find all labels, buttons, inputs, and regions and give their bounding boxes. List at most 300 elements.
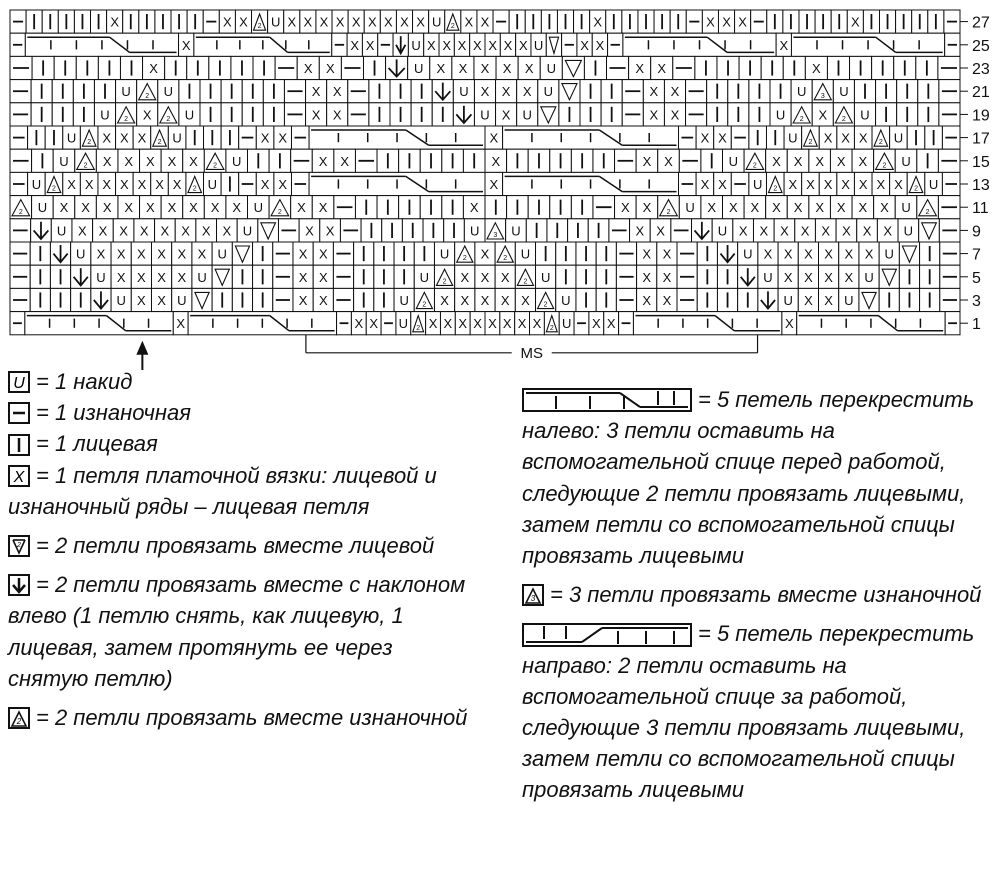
stitch-cell <box>651 56 673 79</box>
stitch-cell <box>442 149 464 172</box>
garter-mark: X <box>815 153 824 169</box>
garter-mark: X <box>137 130 147 146</box>
garter-mark: X <box>354 316 364 332</box>
garter-mark: X <box>298 293 308 308</box>
stitch-cell <box>766 126 784 149</box>
stitch-cell <box>107 10 123 33</box>
stitch-cell <box>723 149 745 172</box>
legend-text: = 1 накид <box>36 369 133 395</box>
legend-cross-left <box>522 384 992 571</box>
stitch-cell <box>615 149 637 172</box>
garter-mark: X <box>416 14 425 30</box>
garter-mark: X <box>232 200 242 216</box>
garter-mark: X <box>823 130 833 146</box>
stitch-cell <box>839 265 859 288</box>
stitch-cell <box>658 149 680 172</box>
yarn-over-mark: U <box>242 223 253 239</box>
stitch-cell <box>559 312 574 335</box>
stitch-cell <box>798 288 818 311</box>
stitch-cell <box>879 10 895 33</box>
stitch-cell <box>26 10 42 33</box>
stitch-cell <box>574 312 589 335</box>
stitch-cell <box>827 56 849 79</box>
stitch-cell <box>293 288 313 311</box>
stitch-cell <box>291 126 309 149</box>
garter-mark: X <box>621 200 630 216</box>
chart-row <box>10 56 960 79</box>
garter-mark: X <box>427 37 436 53</box>
stitch-cell <box>30 265 50 288</box>
garter-mark: X <box>278 177 288 192</box>
stitch-cell <box>192 288 212 311</box>
yarn-over-mark: U <box>398 316 409 332</box>
stitch-cell <box>679 196 701 219</box>
stitch-cell <box>749 103 770 126</box>
chart-row <box>10 80 960 103</box>
garter-mark: X <box>858 177 868 192</box>
stitch-cell <box>714 126 732 149</box>
stitch-cell <box>799 10 815 33</box>
yarn-over-mark: U <box>66 130 77 146</box>
garter-mark: X <box>201 223 211 239</box>
yarn-over-mark: U <box>763 269 773 285</box>
stitch-cell <box>235 10 251 33</box>
garter-mark: X <box>670 84 680 100</box>
stitch-cell <box>354 265 374 288</box>
garter-mark: X <box>521 293 530 308</box>
cable-right-icon <box>522 623 692 647</box>
stitch-cell <box>172 242 192 265</box>
garter-mark: X <box>706 14 715 30</box>
stitch-cell <box>876 80 897 103</box>
stitch-cell <box>559 103 580 126</box>
stitch-cell <box>852 196 874 219</box>
knit-icon <box>8 434 30 456</box>
stitch-cell <box>637 242 657 265</box>
garter-mark: X <box>858 200 868 216</box>
garter-mark: X <box>350 37 360 53</box>
stitch-cell <box>616 242 636 265</box>
stitch-cell <box>938 149 960 172</box>
garter-mark: X <box>189 153 198 169</box>
yarn-over-mark: U <box>561 293 571 308</box>
stitch-cell <box>143 56 165 79</box>
stitch-cell <box>168 126 186 149</box>
stitch-cell <box>354 288 374 311</box>
garter-mark: X <box>595 37 605 53</box>
yarn-over-mark: U <box>893 130 904 146</box>
stitch-cell <box>179 80 200 103</box>
stitch-cell <box>854 80 875 103</box>
stitch-cell <box>474 56 496 79</box>
yarn-over-mark: U <box>522 107 532 123</box>
stitch-cell <box>120 56 142 79</box>
stitch-cell <box>98 126 116 149</box>
stitch-cell <box>58 10 74 33</box>
row-number: 9 <box>972 223 981 241</box>
stitch-cell <box>677 288 697 311</box>
stitch-cell <box>894 56 916 79</box>
stitch-cell <box>72 219 93 242</box>
dec-number: 2 <box>18 208 23 216</box>
dec-number: 3 <box>493 232 498 239</box>
stitch-cell <box>696 172 714 195</box>
stitch-cell <box>470 312 485 335</box>
stitch-cell <box>187 10 203 33</box>
stitch-cell <box>432 103 453 126</box>
stitch-cell <box>151 242 171 265</box>
yarn-over-mark: U <box>270 14 281 30</box>
yarn-over-mark: U <box>163 84 174 100</box>
stitch-cell <box>697 288 717 311</box>
chart-row <box>10 10 960 33</box>
stitch-cell <box>219 10 235 33</box>
garter-mark: X <box>522 84 532 100</box>
garter-mark: X <box>707 200 717 216</box>
stitch-cell <box>158 103 179 126</box>
legend-cross-right <box>522 618 992 805</box>
stitch-cell <box>739 56 761 79</box>
stitch-cell <box>728 103 749 126</box>
garter-mark: X <box>102 200 112 216</box>
garter-mark: X <box>318 153 328 169</box>
stitch-cell <box>686 103 707 126</box>
legend-ssk <box>8 569 478 694</box>
garter-mark: X <box>102 130 112 146</box>
stitch-cell <box>776 33 791 56</box>
dec-number: 2 <box>87 139 92 147</box>
garter-mark: X <box>812 61 821 76</box>
stitch-cell <box>593 149 615 172</box>
stitch-cell <box>237 219 258 242</box>
stitch-cell <box>231 56 253 79</box>
stitch-cell <box>430 56 452 79</box>
dec-number: 2 <box>882 162 887 170</box>
stitch-cell <box>944 10 960 33</box>
stitch-cell <box>485 312 500 335</box>
garter-mark: X <box>84 177 94 192</box>
garter-mark: X <box>457 37 467 53</box>
stitch-cell <box>183 196 205 219</box>
row-number: 25 <box>972 37 990 55</box>
garter-mark: X <box>177 246 187 262</box>
garter-mark: X <box>59 200 69 216</box>
stitch-cell <box>374 242 394 265</box>
garter-mark: X <box>649 84 659 100</box>
stitch-cell <box>733 219 754 242</box>
stitch-cell <box>550 196 572 219</box>
dec-number: 2 <box>799 116 804 123</box>
garter-mark: X <box>841 130 850 146</box>
purl-icon <box>8 402 30 424</box>
stitch-cell <box>455 312 470 335</box>
garter-mark: X <box>160 223 170 239</box>
stitch-cell <box>134 219 155 242</box>
yarn-over-mark: U <box>184 107 195 123</box>
stitch-cell <box>348 80 369 103</box>
stitch-cell <box>485 33 500 56</box>
stitch-cell <box>396 10 412 33</box>
stitch-cell <box>507 149 529 172</box>
garter-mark: X <box>260 177 270 192</box>
stitch-cell <box>434 242 454 265</box>
stitch-cell <box>833 80 854 103</box>
stitch-cell <box>316 10 332 33</box>
garter-mark: X <box>400 14 409 30</box>
svg-text:2: 2 <box>16 717 22 727</box>
stitch-cell <box>696 126 714 149</box>
stitch-cell <box>717 56 739 79</box>
stitch-cell <box>232 265 252 288</box>
stitch-cell <box>783 56 805 79</box>
stitch-cell <box>186 126 204 149</box>
stitch-cell <box>702 10 718 33</box>
stitch-cell <box>629 56 651 79</box>
garter-mark: X <box>532 316 542 332</box>
stitch-cell <box>657 242 677 265</box>
stitch-cell <box>274 126 292 149</box>
yarn-over-mark: U <box>884 246 894 262</box>
garter-mark: X <box>580 37 589 53</box>
stitch-cell <box>10 103 31 126</box>
garter-mark: X <box>864 246 874 262</box>
garter-mark: X <box>635 61 644 76</box>
stitch-cell <box>291 172 309 195</box>
yarn-over-mark: U <box>56 223 67 239</box>
stitch-cell <box>528 196 550 219</box>
stitch-cell <box>351 312 366 335</box>
garter-mark: X <box>500 269 510 285</box>
stitch-cell <box>252 10 268 33</box>
garter-mark: X <box>167 200 177 216</box>
stitch-cell <box>643 80 664 103</box>
stitch-cell <box>495 242 515 265</box>
stitch-cell <box>798 242 818 265</box>
stitch-cell <box>239 172 257 195</box>
stitch-cell <box>369 103 390 126</box>
stitch-cell <box>263 103 284 126</box>
stitch-cell <box>348 10 364 33</box>
stitch-cell <box>506 219 527 242</box>
stitch-cell <box>819 242 839 265</box>
dec-number: 2 <box>257 23 262 31</box>
stitch-cell <box>399 149 421 172</box>
stitch-cell <box>509 10 525 33</box>
garter-mark: X <box>319 14 329 30</box>
stitch-cell <box>833 103 854 126</box>
stitch-cell <box>133 172 151 195</box>
stitch-cell <box>515 312 530 335</box>
stitch-cell <box>540 56 562 79</box>
stitch-cell <box>131 288 151 311</box>
yarn-over-mark: U <box>76 246 86 262</box>
garter-mark: X <box>844 246 854 262</box>
garter-mark: X <box>793 153 803 169</box>
stitch-cell <box>616 288 636 311</box>
stitch-cell <box>872 126 890 149</box>
stitch-cell <box>10 10 26 33</box>
legend-p3tog <box>522 579 992 610</box>
garter-mark: X <box>157 269 166 285</box>
stitch-cell <box>414 265 434 288</box>
row-number: 19 <box>972 107 990 125</box>
yarn-over-mark: U <box>743 246 753 262</box>
stitch-cell <box>874 196 896 219</box>
stitch-cell <box>546 33 561 56</box>
stitch-cell <box>812 103 833 126</box>
stitch-cell <box>192 242 212 265</box>
stitch-cell <box>787 149 809 172</box>
stitch-cell <box>601 80 622 103</box>
stitch-cell <box>778 288 798 311</box>
garter-mark: X <box>326 61 335 76</box>
stitch-cell <box>248 196 270 219</box>
garter-mark: X <box>480 246 490 262</box>
stitch-cell <box>749 80 770 103</box>
stitch-cell <box>242 80 263 103</box>
stitch-cell <box>226 196 248 219</box>
stitch-cell <box>784 126 802 149</box>
garter-mark: X <box>722 14 731 30</box>
garter-mark: X <box>503 37 513 53</box>
stitch-cell <box>918 103 939 126</box>
garter-mark: X <box>501 107 511 123</box>
stitch-cell <box>580 80 601 103</box>
garter-mark: X <box>804 269 813 285</box>
stitch-cell <box>877 219 898 242</box>
garter-mark: X <box>239 14 248 30</box>
stitch-cell <box>50 265 70 288</box>
stitch-cell <box>782 312 797 335</box>
garter-mark: X <box>880 200 889 216</box>
chart-row <box>10 149 960 172</box>
stitch-cell <box>340 219 361 242</box>
garter-mark: X <box>311 107 321 123</box>
stitch-cell <box>204 196 226 219</box>
stitch-cell <box>536 242 556 265</box>
stitch-cell <box>839 242 859 265</box>
stitch-cell <box>671 219 692 242</box>
dec-number: 2 <box>752 162 757 170</box>
stitch-cell <box>470 33 485 56</box>
stitch-cell <box>677 242 697 265</box>
yarn-over-mark: U <box>717 223 728 239</box>
stitch-cell <box>53 149 75 172</box>
stitch-cell <box>341 56 363 79</box>
garter-mark: X <box>365 37 375 53</box>
stitch-cell <box>434 288 454 311</box>
stitch-cell <box>399 196 421 219</box>
row-number: 21 <box>972 84 990 102</box>
stitch-cell <box>577 33 592 56</box>
stitch-cell <box>253 288 273 311</box>
garter-mark: X <box>303 14 313 30</box>
garter-mark: X <box>157 293 166 308</box>
stitch-cell <box>411 80 432 103</box>
stitch-cell <box>636 149 658 172</box>
stitch-cell <box>179 33 194 56</box>
stitch-cell <box>91 10 107 33</box>
chart-row <box>10 288 960 311</box>
chart-row <box>10 219 960 242</box>
stitch-cell <box>131 265 151 288</box>
legend-left <box>8 366 478 733</box>
stitch-cell <box>455 265 475 288</box>
stitch-cell <box>664 80 685 103</box>
stitch-cell <box>899 265 919 288</box>
stitch-cell <box>758 242 778 265</box>
stitch-cell <box>293 242 313 265</box>
stitch-cell <box>363 56 385 79</box>
stitch-cell <box>673 56 695 79</box>
legend-text: = 2 петли провязать вместе с наклоном влево (1 петлю снять, как лицевую, 1 лицевая, затем протянуть ее через снятую петлю) <box>8 572 466 691</box>
stitch-cell <box>571 149 593 172</box>
stitch-cell <box>253 242 273 265</box>
stitch-cell <box>414 288 434 311</box>
stitch-cell <box>576 242 596 265</box>
stitch-cell <box>907 126 925 149</box>
stitch-cell <box>778 242 798 265</box>
stitch-cell <box>32 149 54 172</box>
garter-mark: X <box>806 177 815 192</box>
stitch-cell <box>791 103 812 126</box>
stitch-cell <box>557 10 573 33</box>
legend-text: = 5 петель перекрестить налево: 3 петли оставить на вспомогательной спице перед работой, следующие 2 петли провязать лицевыми, затем петли со вспомогательной спицы провязать лицевыми <box>522 387 975 569</box>
stitch-cell <box>96 149 118 172</box>
stitch-cell <box>770 80 791 103</box>
stitch-cell <box>256 172 274 195</box>
dec-number: 2 <box>442 278 447 286</box>
stitch-cell <box>54 56 76 79</box>
garter-mark: X <box>662 293 672 308</box>
yarn-over-mark: U <box>31 177 42 192</box>
garter-mark: X <box>783 269 793 285</box>
stitch-cell <box>455 288 475 311</box>
stitch-cell <box>123 10 139 33</box>
stitch-cell <box>380 10 396 33</box>
stitch-cell <box>420 196 442 219</box>
stitch-cell <box>701 196 723 219</box>
stitch-cell <box>718 10 734 33</box>
stitch-cell <box>453 80 474 103</box>
stitch-cell <box>859 242 879 265</box>
dec-number: 2 <box>422 301 427 309</box>
stitch-cell <box>221 172 239 195</box>
stitch-cell <box>758 288 778 311</box>
dec-number: 2 <box>213 162 218 170</box>
garter-mark: X <box>738 14 747 30</box>
garter-mark: X <box>458 316 468 332</box>
legend-p2tog <box>8 702 478 733</box>
stitch-cell <box>657 265 677 288</box>
yarn-over-mark: U <box>96 269 106 285</box>
dec-number: 2 <box>157 139 162 147</box>
stitch-cell <box>32 196 54 219</box>
stitch-cell <box>917 196 939 219</box>
chart-row <box>10 242 960 265</box>
garter-mark: X <box>98 223 108 239</box>
yarn-over-mark: U <box>172 130 182 146</box>
stitch-cell <box>393 33 408 56</box>
stitch-cell <box>751 10 767 33</box>
dec-number: 2 <box>666 208 671 216</box>
yarn-over-mark: U <box>37 200 48 216</box>
stitch-cell <box>411 312 426 335</box>
stitch-cell <box>253 265 273 288</box>
garter-mark: X <box>172 177 182 192</box>
garter-mark: X <box>116 269 126 285</box>
svg-text:2: 2 <box>17 542 21 550</box>
